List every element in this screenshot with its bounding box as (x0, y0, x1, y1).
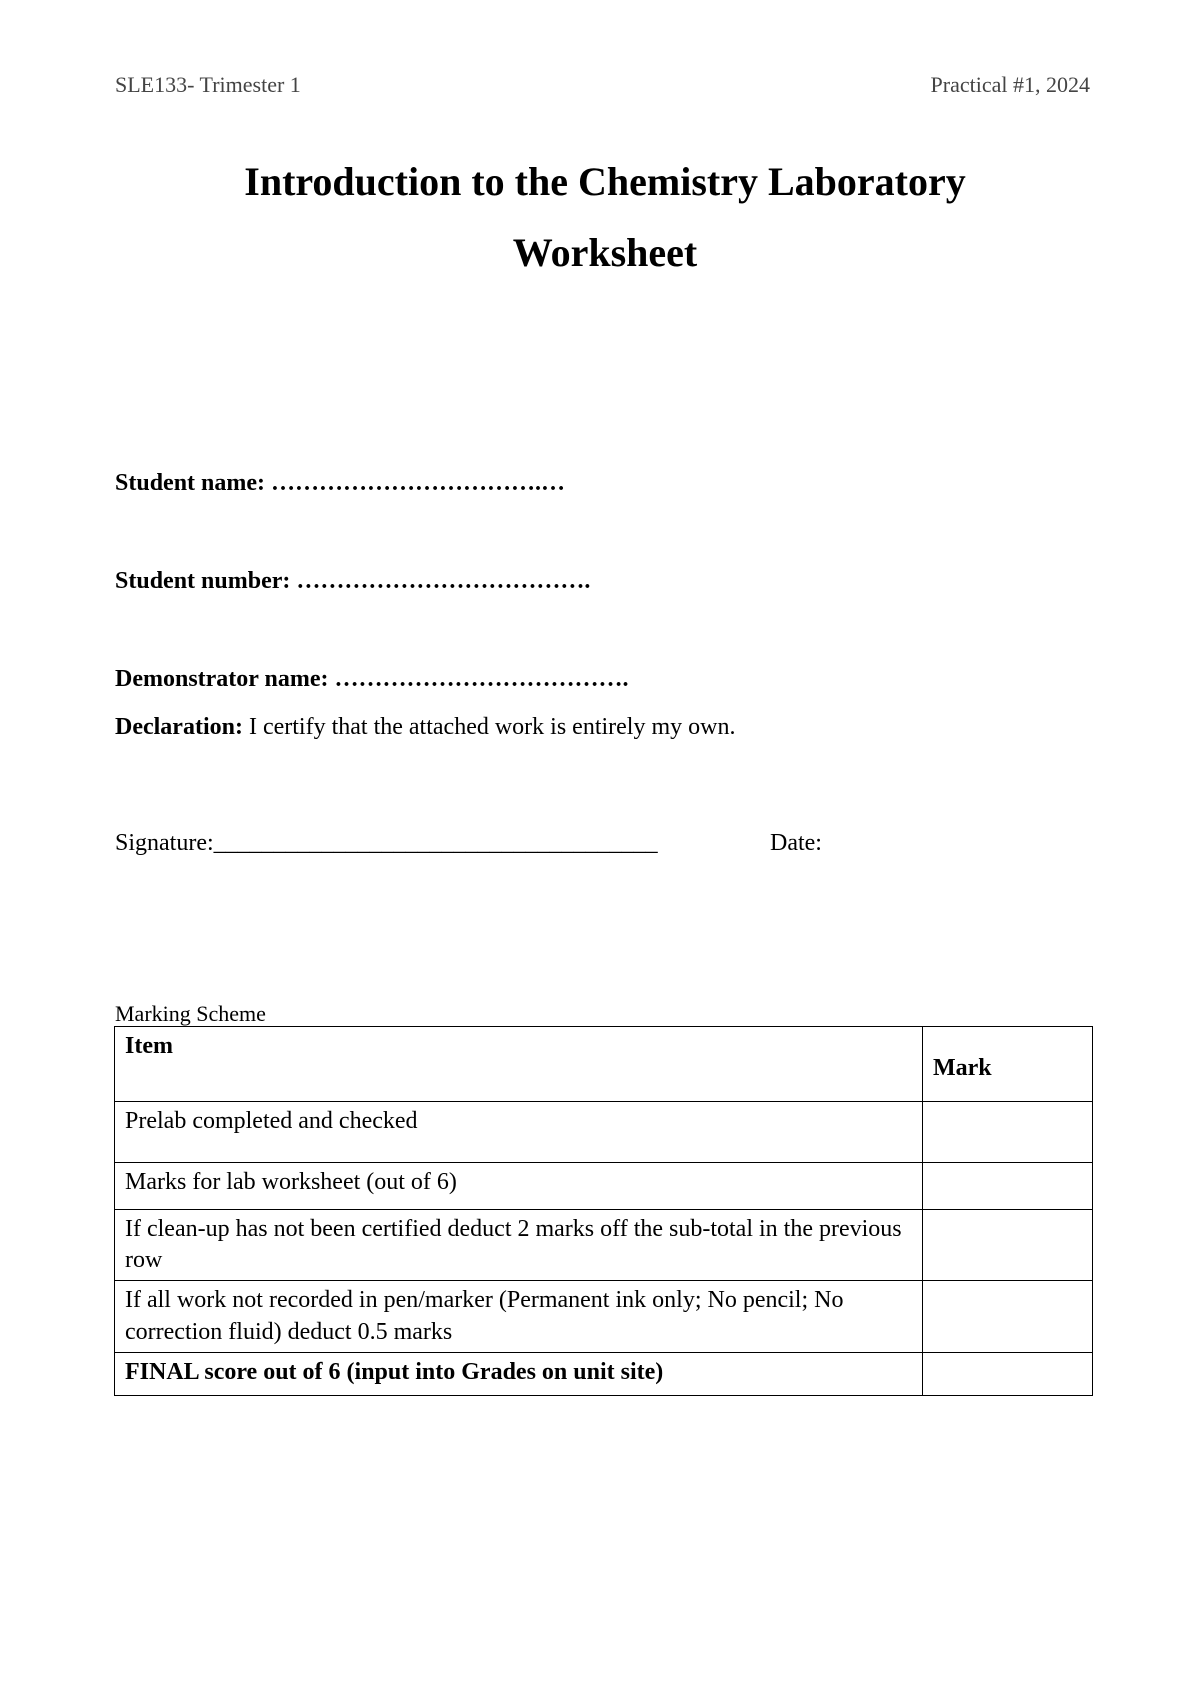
item-column-header: Item (115, 1027, 923, 1102)
declaration-text: I certify that the attached work is entirely my own. (242, 714, 736, 740)
student-name-blank[interactable]: …………………………….… (271, 470, 566, 496)
row-item-cleanup: If clean-up has not been certified deduct 2 marks off the sub-total in the previous row (115, 1210, 923, 1281)
mark-cell-worksheet[interactable] (923, 1163, 1093, 1210)
row-item-worksheet: Marks for lab worksheet (out of 6) (115, 1163, 923, 1210)
student-name-field[interactable] (115, 470, 565, 497)
table-row (115, 1281, 1093, 1352)
document-subtitle: Worksheet (512, 230, 698, 275)
demonstrator-name-label: Demonstrator name: (115, 666, 329, 692)
header-practical: Practical #1, 2024 (930, 72, 1090, 97)
table-header-row (115, 1027, 1093, 1102)
signature-line[interactable]: _____________________________________ (213, 830, 658, 856)
mark-column-header: Mark (923, 1027, 1093, 1102)
row-item-ink: If all work not recorded in pen/marker (Permanent ink only; No pencil; No correction fluid) deduct 0.5 marks (115, 1281, 923, 1352)
signature-label: Signature: (115, 830, 214, 856)
mark-cell-cleanup[interactable] (923, 1210, 1093, 1281)
final-score-cell[interactable] (923, 1352, 1093, 1395)
student-name-label: Student name: (115, 470, 266, 496)
table-row (115, 1210, 1093, 1281)
student-number-blank[interactable]: ………………………………. (296, 568, 591, 594)
document-title: Introduction to the Chemistry Laboratory (244, 159, 966, 204)
table-final-row (115, 1352, 1093, 1395)
table-row (115, 1163, 1093, 1210)
demonstrator-name-field[interactable] (115, 666, 629, 693)
declaration (115, 714, 735, 741)
demonstrator-name-blank[interactable]: ………………………………. (334, 666, 629, 692)
signature-row[interactable] (115, 830, 822, 857)
row-item-prelab: Prelab completed and checked (115, 1102, 923, 1163)
mark-cell-ink[interactable] (923, 1281, 1093, 1352)
marking-scheme-table (114, 1026, 1093, 1396)
declaration-label: Declaration: (115, 714, 243, 740)
table-row (115, 1102, 1093, 1163)
marking-scheme-caption: Marking Scheme (115, 1001, 266, 1026)
student-number-field[interactable] (115, 568, 590, 595)
date-label: Date: (770, 830, 822, 856)
header-course: SLE133- Trimester 1 (115, 72, 301, 97)
mark-cell-prelab[interactable] (923, 1102, 1093, 1163)
student-number-label: Student number: (115, 568, 291, 594)
final-score-label: FINAL score out of 6 (input into Grades on unit site) (115, 1352, 923, 1395)
